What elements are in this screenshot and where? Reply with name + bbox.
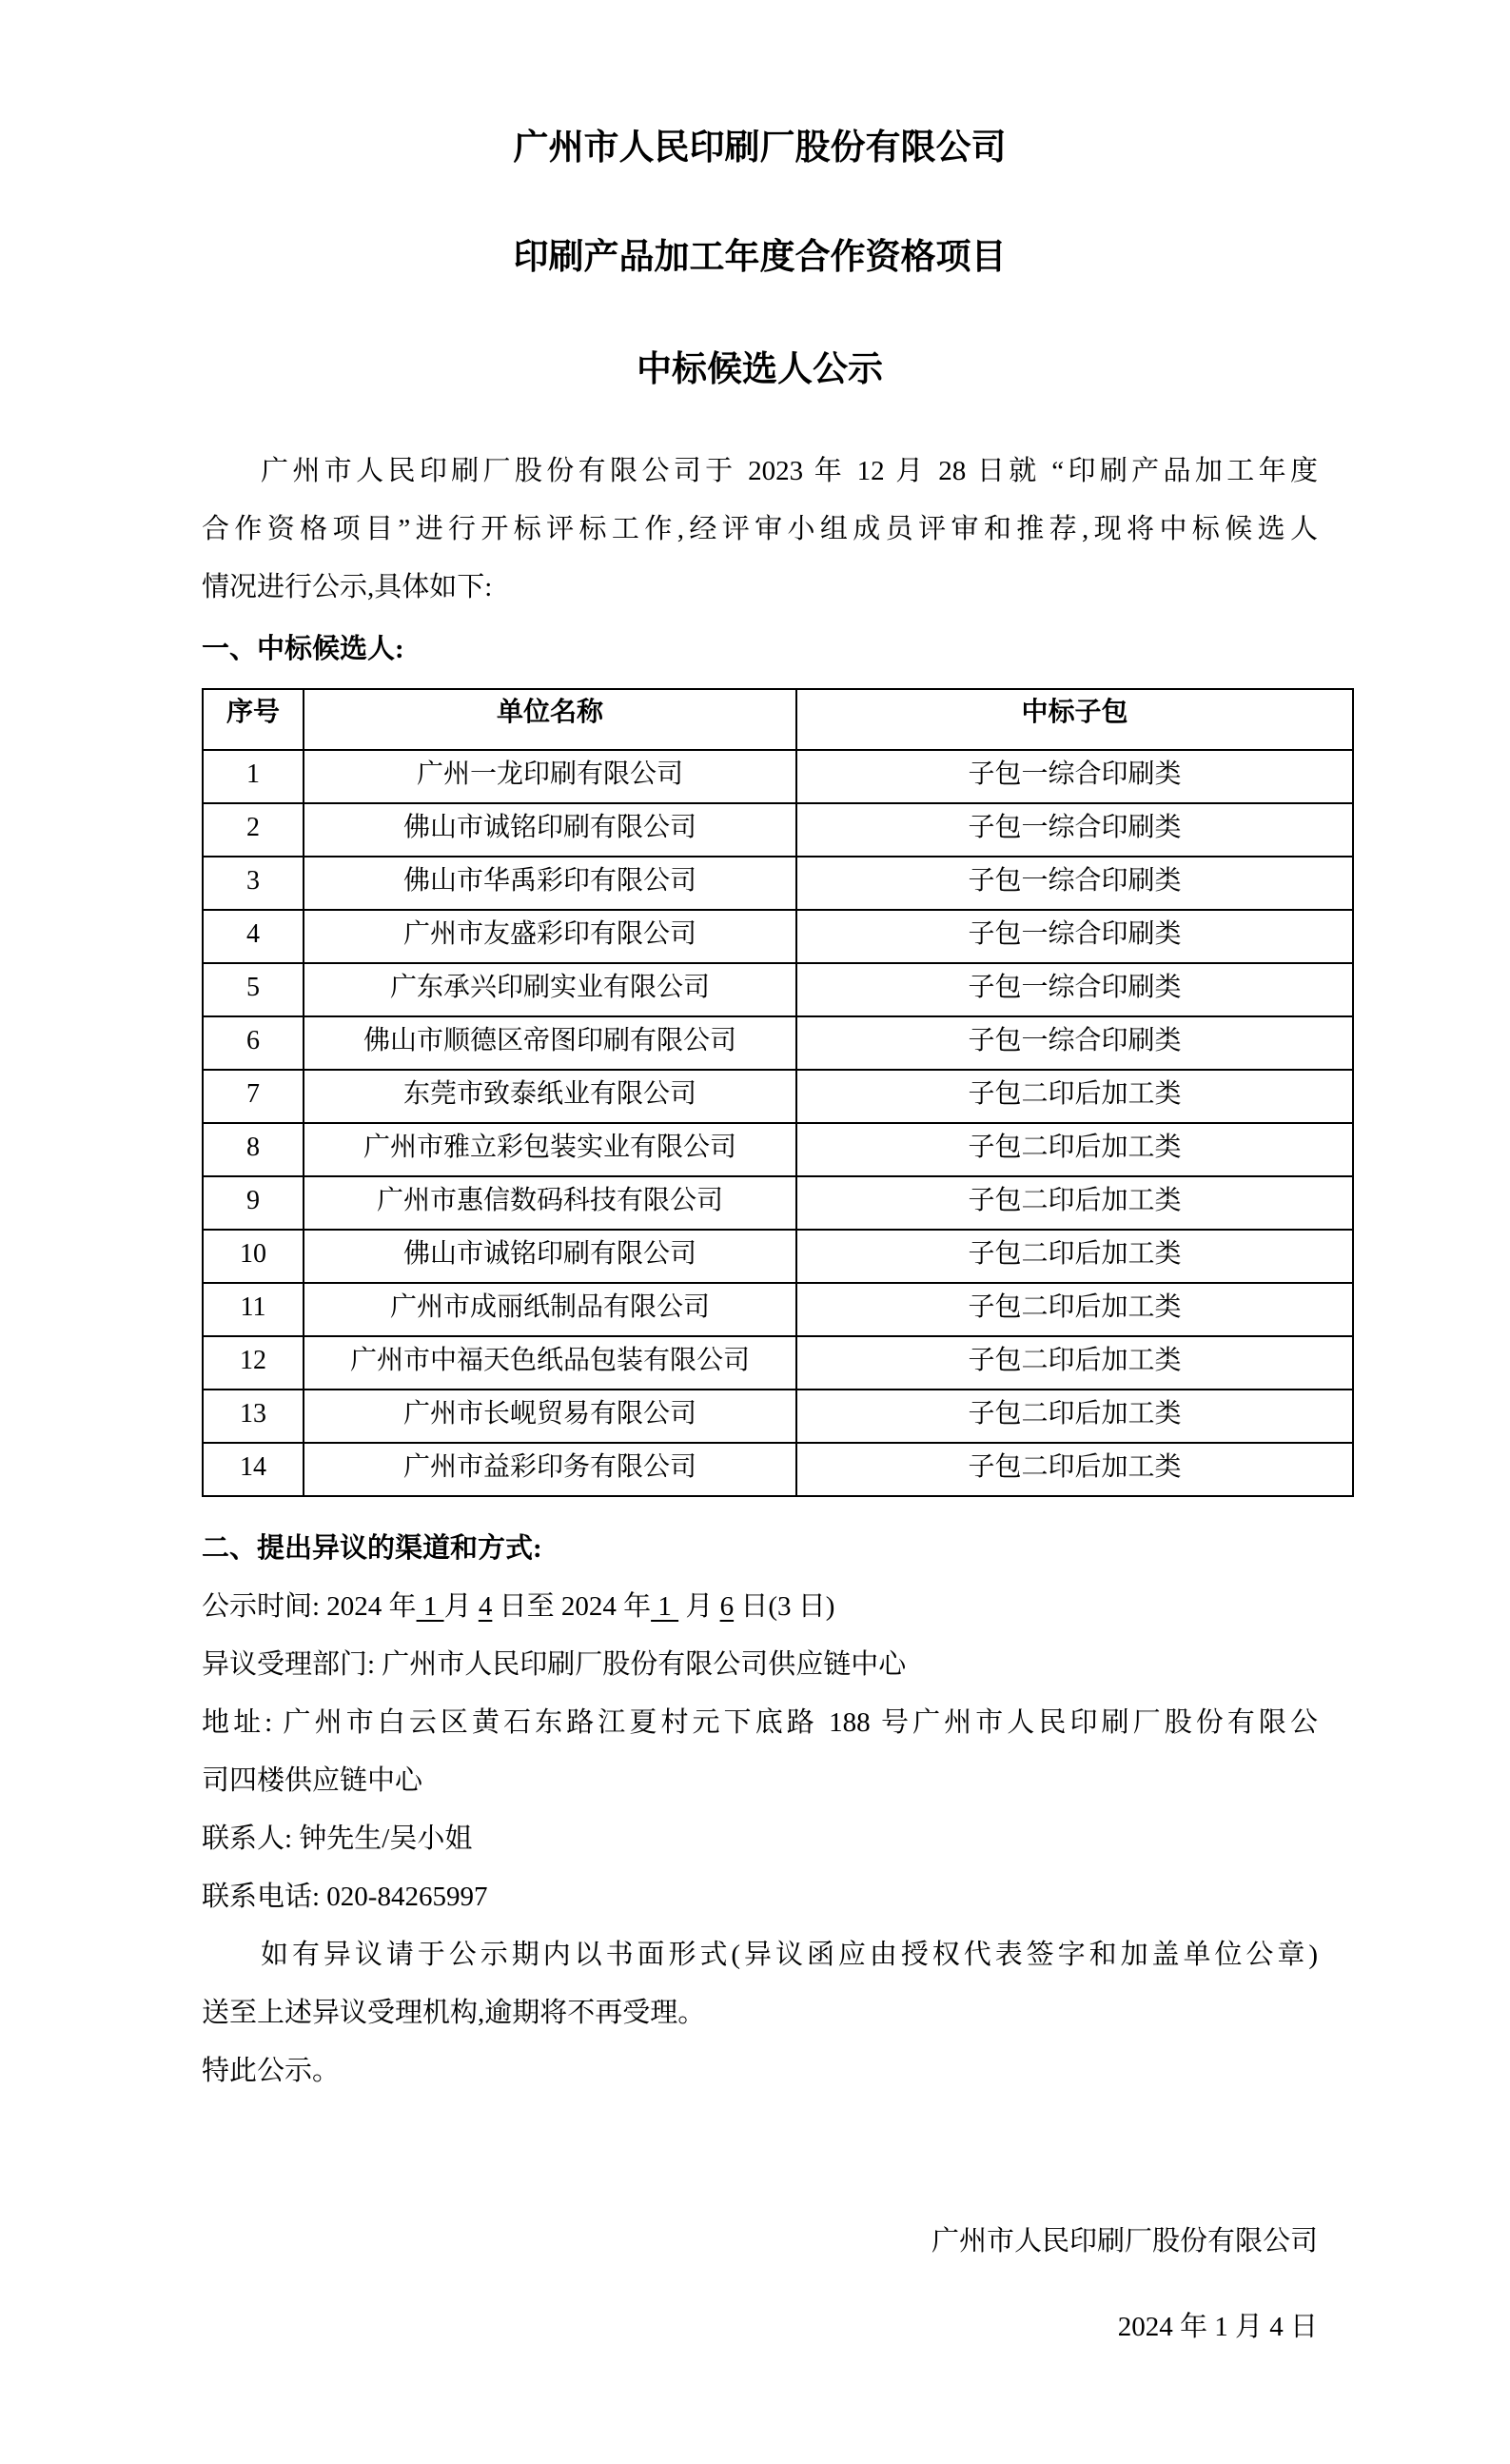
table-row bbox=[203, 1390, 1353, 1443]
doc-title-project: 印刷产品加工年度合作资格项目 bbox=[513, 238, 1007, 277]
cell-subpkg: 子包二印后加工类 bbox=[796, 1230, 1353, 1283]
period-text: 月 bbox=[678, 1591, 720, 1622]
cell-company: 广州市惠信数码科技有限公司 bbox=[304, 1176, 796, 1230]
cell-subpkg: 子包二印后加工类 bbox=[796, 1443, 1353, 1496]
table-row bbox=[203, 1230, 1353, 1283]
cell-index: 11 bbox=[203, 1283, 304, 1336]
col-header-index: 序号 bbox=[203, 689, 304, 750]
cell-index: 3 bbox=[203, 857, 304, 910]
intro-paragraph bbox=[202, 443, 1318, 617]
cell-subpkg: 子包一综合印刷类 bbox=[796, 750, 1353, 803]
table-row bbox=[203, 910, 1353, 963]
section2 bbox=[202, 1520, 1318, 2100]
notice-period-line bbox=[202, 1578, 1318, 1636]
col-header-company: 单位名称 bbox=[304, 689, 796, 750]
table-row bbox=[203, 1283, 1353, 1336]
table-row bbox=[203, 803, 1353, 857]
candidates-table bbox=[202, 688, 1354, 1497]
period-underlined-month: 1 bbox=[651, 1591, 679, 1622]
cell-company: 佛山市诚铭印刷有限公司 bbox=[304, 1230, 796, 1283]
cell-company: 广州市中福天色纸品包装有限公司 bbox=[304, 1336, 796, 1390]
table-row bbox=[203, 1336, 1353, 1390]
table-row bbox=[203, 1016, 1353, 1070]
cell-index: 6 bbox=[203, 1016, 304, 1070]
table-row bbox=[203, 857, 1353, 910]
cell-company: 广州市友盛彩印有限公司 bbox=[304, 910, 796, 963]
doc-title-company: 广州市人民印刷厂股份有限公司 bbox=[513, 128, 1007, 168]
cell-company: 广东承兴印刷实业有限公司 bbox=[304, 963, 796, 1016]
signature-company: 广州市人民印刷厂股份有限公司 bbox=[931, 2226, 1318, 2257]
table-row bbox=[203, 1176, 1353, 1230]
table-row bbox=[203, 1070, 1353, 1123]
cell-company: 佛山市华禹彩印有限公司 bbox=[304, 857, 796, 910]
section2-heading: 二、提出异议的渠道和方式: bbox=[202, 1533, 542, 1564]
period-text: 月 bbox=[443, 1591, 479, 1622]
cell-index: 8 bbox=[203, 1123, 304, 1176]
cell-subpkg: 子包二印后加工类 bbox=[796, 1123, 1353, 1176]
period-underlined-day: 4 bbox=[478, 1591, 493, 1622]
cell-subpkg: 子包二印后加工类 bbox=[796, 1283, 1353, 1336]
cell-index: 4 bbox=[203, 910, 304, 963]
objection-note-line: 如有异议请于公示期内以书面形式(异议函应由授权代表签字和加盖单位公章) bbox=[261, 1940, 1318, 1970]
cell-index: 1 bbox=[203, 750, 304, 803]
objection-note-line: 送至上述异议受理机构,逾期将不再受理。 bbox=[202, 1998, 706, 2028]
table-row bbox=[203, 1443, 1353, 1496]
contact-phone-line: 联系电话: 020-84265997 bbox=[202, 1882, 488, 1912]
period-underlined-month: 1 bbox=[416, 1591, 444, 1622]
cell-subpkg: 子包一综合印刷类 bbox=[796, 1016, 1353, 1070]
period-text: 公示时间: 2024 年 bbox=[202, 1591, 417, 1622]
intro-line: 广州市人民印刷厂股份有限公司于 2023 年 12 月 28 日就 “印刷产品加工年度 bbox=[261, 456, 1318, 486]
address-line: 地址: 广州市白云区黄石东路江夏村元下底路 188 号广州市人民印刷厂股份有限公 bbox=[202, 1707, 1318, 1738]
period-text: 日至 2024 年 bbox=[492, 1591, 652, 1622]
table-row bbox=[203, 1123, 1353, 1176]
cell-subpkg: 子包二印后加工类 bbox=[796, 1176, 1353, 1230]
cell-subpkg: 子包二印后加工类 bbox=[796, 1070, 1353, 1123]
cell-index: 9 bbox=[203, 1176, 304, 1230]
period-text: 日(3 日) bbox=[734, 1591, 835, 1622]
section1-heading: 一、中标候选人: bbox=[202, 634, 404, 664]
cell-company: 佛山市诚铭印刷有限公司 bbox=[304, 803, 796, 857]
cell-index: 2 bbox=[203, 803, 304, 857]
cell-index: 5 bbox=[203, 963, 304, 1016]
cell-company: 广州一龙印刷有限公司 bbox=[304, 750, 796, 803]
cell-index: 7 bbox=[203, 1070, 304, 1123]
table-body bbox=[203, 750, 1353, 1496]
cell-company: 东莞市致泰纸业有限公司 bbox=[304, 1070, 796, 1123]
cell-company: 广州市长岘贸易有限公司 bbox=[304, 1390, 796, 1443]
col-header-subpkg: 中标子包 bbox=[796, 689, 1353, 750]
doc-title-notice: 中标候选人公示 bbox=[637, 350, 883, 389]
signature-block bbox=[202, 2213, 1318, 2356]
cell-index: 12 bbox=[203, 1336, 304, 1390]
cell-company: 广州市成丽纸制品有限公司 bbox=[304, 1283, 796, 1336]
cell-subpkg: 子包一综合印刷类 bbox=[796, 803, 1353, 857]
objection-dept-line: 异议受理部门: 广州市人民印刷厂股份有限公司供应链中心 bbox=[202, 1649, 907, 1680]
cell-subpkg: 子包二印后加工类 bbox=[796, 1390, 1353, 1443]
signature-date: 2024 年 1 月 4 日 bbox=[1117, 2312, 1318, 2342]
cell-subpkg: 子包一综合印刷类 bbox=[796, 910, 1353, 963]
closing-line: 特此公示。 bbox=[202, 2056, 341, 2086]
cell-subpkg: 子包一综合印刷类 bbox=[796, 857, 1353, 910]
cell-subpkg: 子包二印后加工类 bbox=[796, 1336, 1353, 1390]
cell-company: 广州市益彩印务有限公司 bbox=[304, 1443, 796, 1496]
cell-company: 佛山市顺德区帝图印刷有限公司 bbox=[304, 1016, 796, 1070]
cell-subpkg: 子包一综合印刷类 bbox=[796, 963, 1353, 1016]
intro-line: 合作资格项目”进行开标评标工作,经评审小组成员评审和推荐,现将中标候选人 bbox=[202, 514, 1318, 544]
address-line: 司四楼供应链中心 bbox=[202, 1765, 423, 1796]
cell-company: 广州市雅立彩包装实业有限公司 bbox=[304, 1123, 796, 1176]
table-header-row bbox=[203, 689, 1353, 750]
cell-index: 14 bbox=[203, 1443, 304, 1496]
contact-person-line: 联系人: 钟先生/吴小姐 bbox=[202, 1823, 473, 1854]
period-underlined-day: 6 bbox=[719, 1591, 735, 1622]
intro-line: 情况进行公示,具体如下: bbox=[202, 572, 493, 602]
cell-index: 13 bbox=[203, 1390, 304, 1443]
cell-index: 10 bbox=[203, 1230, 304, 1283]
table-row bbox=[203, 963, 1353, 1016]
table-row bbox=[203, 750, 1353, 803]
